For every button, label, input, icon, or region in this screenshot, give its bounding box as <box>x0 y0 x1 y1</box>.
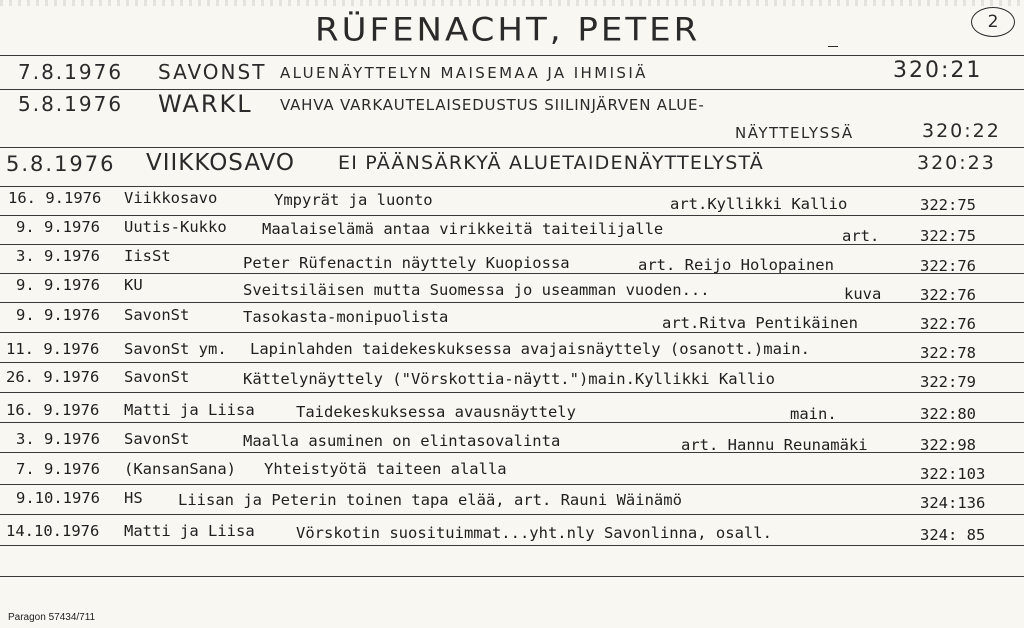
entry-source: Matti ja Liisa <box>124 522 255 540</box>
entry-ref: 322:75 <box>920 227 976 245</box>
entry-note: art.Ritva Pentikäinen <box>662 314 858 332</box>
entry-note: art.Kyllikki Kallio <box>670 195 848 213</box>
dash-mark <box>828 46 838 47</box>
entry-source: SAVONST <box>158 60 267 84</box>
entry-title: Peter Rüfenactin näyttely Kuopiossa <box>243 254 570 272</box>
rule-line <box>0 422 1024 423</box>
entry-date: 5.8.1976 <box>6 152 116 176</box>
entry-date: 11. 9.1976 <box>6 340 100 358</box>
entry-note: main. <box>790 405 837 423</box>
entry-date: 3. 9.1976 <box>16 247 100 265</box>
entry-ref: 322:98 <box>920 436 976 454</box>
entry-source: SavonSt <box>124 306 190 324</box>
rule-line <box>0 392 1024 393</box>
entry-source: HS <box>124 489 143 507</box>
entry-source: (KansanSana) <box>124 460 236 478</box>
entry-date: 16. 9.1976 <box>6 401 100 419</box>
rule-line <box>0 362 1024 363</box>
rule-line <box>0 484 1024 485</box>
entry-source: Matti ja Liisa <box>124 401 255 419</box>
entry-date: 9.10.1976 <box>16 489 100 507</box>
entry-source: SavonSt <box>124 368 190 386</box>
entry-ref: 324: 85 <box>920 526 986 544</box>
entry-ref: 322:76 <box>920 257 976 275</box>
rule-line <box>0 186 1024 187</box>
entry-date: 9. 9.1976 <box>16 276 100 294</box>
entry-ref: 322:80 <box>920 405 976 423</box>
card-name-heading: RÜFENACHT, PETER <box>315 11 701 49</box>
entry-date: 5.8.1976 <box>18 92 124 116</box>
entry-source: KU <box>124 276 143 294</box>
entry-source: WARKL <box>158 90 253 118</box>
entry-ref: 322:76 <box>920 315 976 333</box>
entry-source: SavonSt <box>124 430 190 448</box>
entry-date: 16. 9.1976 <box>8 189 102 207</box>
card-footer-print: Paragon 57434/711 <box>8 612 96 623</box>
entry-note: art. <box>842 227 880 245</box>
entry-note: art. Hannu Reunamäki <box>681 436 868 454</box>
entry-title: VAHVA VARKAUTELAISEDUSTUS SIILINJÄRVEN ALUE- <box>280 96 705 114</box>
entry-title: Sveitsiläisen mutta Suomessa jo useamman vuoden... <box>243 281 710 299</box>
entry-date: 26. 9.1976 <box>6 368 100 386</box>
entry-ref: 322:79 <box>920 373 976 391</box>
entry-title: Kättelynäyttely ("Vörskottia-näytt.")main.Kyllikki Kallio <box>243 370 775 388</box>
entry-title: Vörskotin suosituimmat...yht.nly Savonlinna, osall. <box>296 524 772 542</box>
rule-line <box>0 452 1024 453</box>
entry-source: Viikkosavo <box>124 189 218 207</box>
entry-title: Ympyrät ja luonto <box>274 191 433 209</box>
entry-title: Liisan ja Peterin toinen tapa elää, art. Rauni Wäinämö <box>178 491 682 509</box>
rule-line <box>0 215 1024 216</box>
entry-source: IisSt <box>124 247 171 265</box>
entry-date: 7. 9.1976 <box>16 460 100 478</box>
entry-ref: 322:75 <box>920 196 976 214</box>
entry-date: 7.8.1976 <box>18 60 124 84</box>
rule-line <box>0 576 1024 577</box>
entry-title-continued: NÄYTTELYSSÄ <box>735 124 854 142</box>
entry-source: Uutis-Kukko <box>124 218 227 236</box>
entry-ref: 320:22 <box>922 120 1001 142</box>
entry-ref: 320:21 <box>893 58 983 83</box>
entry-title: ALUENÄYTTELYN MAISEMAA JA IHMISIÄ <box>280 64 648 82</box>
entry-date: 3. 9.1976 <box>16 430 100 448</box>
card-top-edge <box>0 0 1024 6</box>
entry-ref: 320:23 <box>917 152 996 174</box>
entry-title: Tasokasta-monipuolista <box>243 308 449 326</box>
entry-title: Maalaiselämä antaa virikkeitä taiteilijalle <box>262 220 664 238</box>
entry-note: kuva <box>844 285 882 303</box>
entry-title: EI PÄÄNSÄRKYÄ ALUETAIDENÄYTTELYSTÄ <box>338 152 764 174</box>
rule-line <box>0 332 1024 333</box>
rule-line <box>0 89 1024 90</box>
rule-line <box>0 545 1024 546</box>
entry-title: Lapinlahden taidekeskuksessa avajaisnäyttely (osanott.)main. <box>250 340 810 358</box>
rule-line <box>0 55 1024 56</box>
entry-source: VIIKKOSAVO <box>146 150 296 176</box>
entry-title: Taidekeskuksessa avausnäyttely <box>296 403 576 421</box>
entry-ref: 322:78 <box>920 344 976 362</box>
rule-line <box>0 147 1024 148</box>
entry-title: Yhteistyötä taiteen alalla <box>264 460 507 478</box>
entry-ref: 322:103 <box>920 465 986 483</box>
rule-line <box>0 273 1024 274</box>
rule-line <box>0 514 1024 515</box>
entry-ref: 324:136 <box>920 494 986 512</box>
card-number-circle: 2 <box>971 7 1015 37</box>
entry-date: 9. 9.1976 <box>16 306 100 324</box>
entry-title: Maalla asuminen on elintasovalinta <box>243 432 561 450</box>
entry-note: art. Reijo Holopainen <box>638 256 834 274</box>
entry-date: 9. 9.1976 <box>16 218 100 236</box>
entry-source: SavonSt ym. <box>124 340 227 358</box>
entry-date: 14.10.1976 <box>6 522 100 540</box>
entry-ref: 322:76 <box>920 286 976 304</box>
